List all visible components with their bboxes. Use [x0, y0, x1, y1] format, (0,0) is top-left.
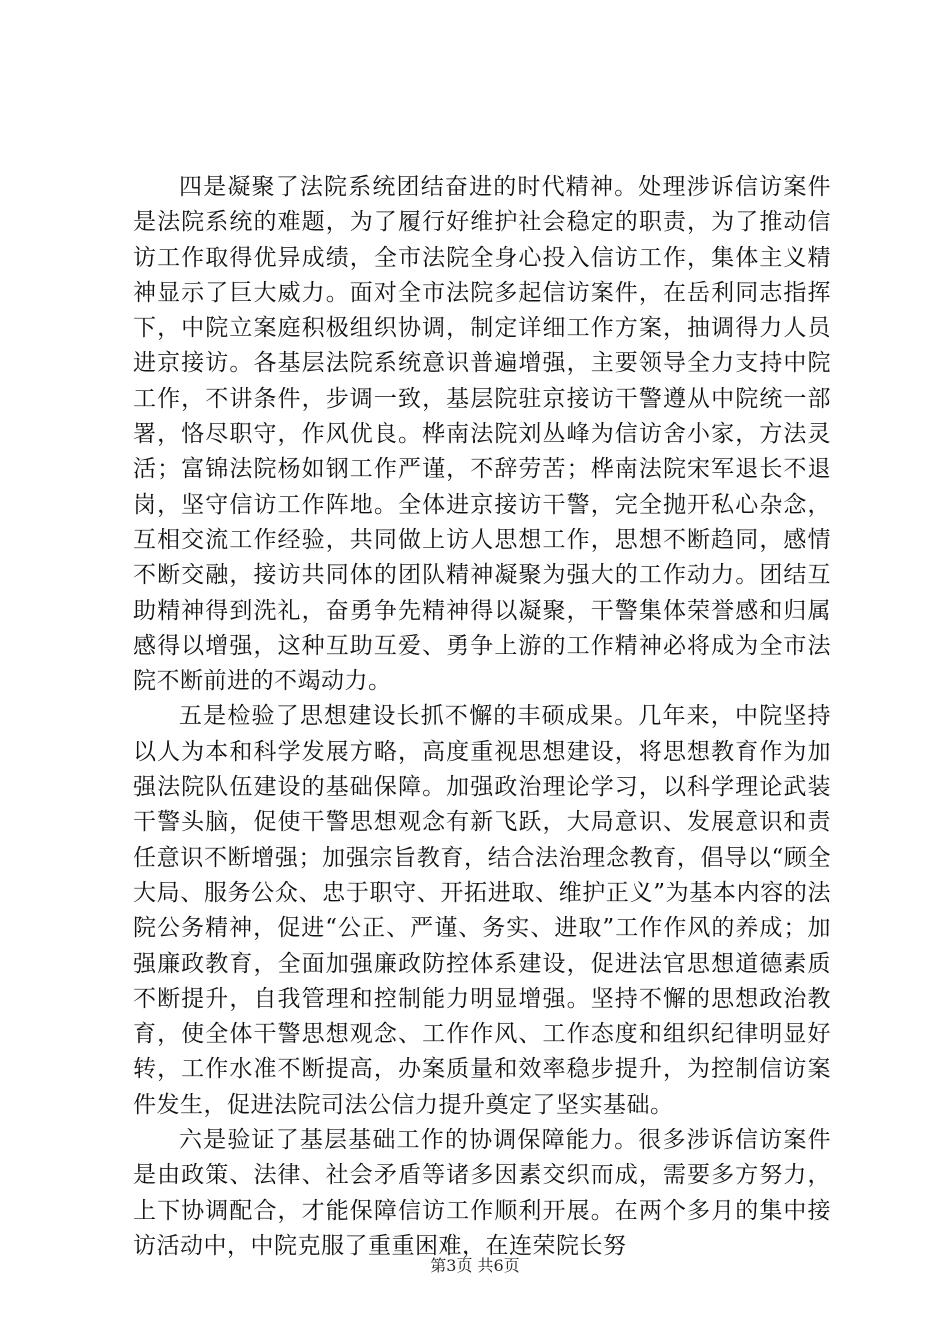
- body-text: [133, 170, 831, 1264]
- paragraph-6: 六是验证了基层基础工作的协调保障能力。很多涉诉信访案件是由政策、法律、社会矛盾等诸多因素交织而成，需要多方努力，上下协调配合，才能保障信访工作顺利开展。在两个多月的集中接访活动中，中院克服了重重困难，在连荣院长努: [133, 1127, 831, 1259]
- page-number-label: 第3页 共6页: [430, 1256, 520, 1275]
- paragraph-4: 四是凝聚了法院系统团结奋进的时代精神。处理涉诉信访案件是法院系统的难题，为了履行好维护社会稳定的职责，为了推动信访工作取得优异成绩，全市法院全身心投入信访工作，集体主义精神显示了巨大威力。面对全市法院多起信访案件，在岳利同志指挥下，中院立案庭积极组织协调，制定详细工作方案，抽调得力人员进京接访。各基层法院系统意识普遍增强，主要领导全力支持中院工作，不讲条件，步调一致，基层院驻京接访干警遵从中院统一部署，恪尽职守，作风优良。桦南法院刘丛峰为信访舍小家，方法灵活；富锦法院杨如钢工作严谨，不辞劳苦；桦南法院宋军退长不退岗，坚守信访工作阵地。全体进京接访干警，完全抛开私心杂念，互相交流工作经验，共同做上访人思想工作，思想不断趋同，感情不断交融，接访共同体的团队精神凝聚为强大的工作动力。团结互助精神得到洗礼，奋勇争先精神得以凝聚，干警集体荣誉感和归属感得以增强，这种互助互爱、勇争上游的工作精神必将成为全市法院不断前进的不竭动力。: [133, 174, 831, 695]
- paragraph-5: 五是检验了思想建设长抓不懈的丰硕成果。几年来，中院坚持以人为本和科学发展方略，高度重视思想建设，将思想教育作为加强法院队伍建设的基础保障。加强政治理论学习，以科学理论武装干警头脑，促使干警思想观念有新飞跃，大局意识、发展意识和责任意识不断增强；加强宗旨教育，结合法治理念教育，倡导以“顾全大局、服务公众、忠于职守、开拓进取、维护正义”为基本内容的法院公务精神，促进“公正、严谨、务实、进取”工作作风的养成；加强廉政教育，全面加强廉政防控体系建设，促进法官思想道德素质不断提升，自我管理和控制能力明显增强。坚持不懈的思想政治教育，使全体干警思想观念、工作作风、工作态度和组织纪律明显好转，工作水准不断提高，办案质量和效率稳步提升，为控制信访案件发生，促进法院司法公信力提升奠定了坚实基础。: [133, 703, 831, 1118]
- page-footer: [0, 1256, 950, 1276]
